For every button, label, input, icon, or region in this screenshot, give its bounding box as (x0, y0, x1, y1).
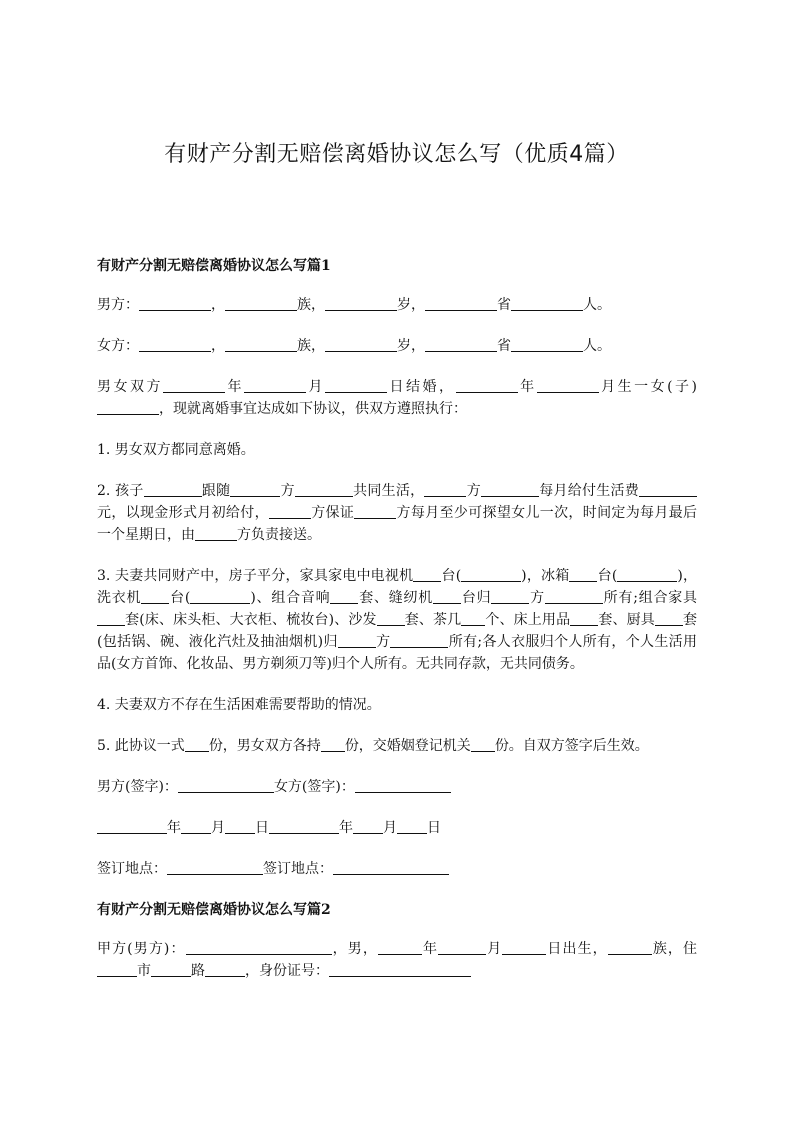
item-1: 1. 男女双方都同意离婚。 (97, 442, 255, 458)
blank-field[interactable] (190, 587, 250, 604)
blank-field[interactable] (329, 960, 471, 977)
page-title: 有财产分割无赔偿离婚协议怎么写（优质4篇） (164, 142, 629, 167)
blank-field[interactable] (491, 587, 529, 604)
item-4: 4. 夫妻双方不存在生活困难需要帮助的情况。 (97, 697, 381, 713)
blank-field[interactable] (139, 294, 211, 311)
blank-field[interactable] (230, 480, 280, 497)
blank-field[interactable] (225, 335, 297, 352)
blank-field[interactable] (244, 376, 306, 393)
blank-field[interactable] (413, 565, 441, 582)
blank-field[interactable] (330, 587, 358, 604)
blank-field[interactable] (181, 817, 211, 834)
section-heading-2: 有财产分割无赔偿离婚协议怎么写篇2 (97, 902, 331, 918)
blank-field[interactable] (321, 735, 345, 752)
blank-field[interactable] (97, 609, 125, 626)
blank-field[interactable] (333, 858, 449, 875)
blank-field[interactable] (377, 609, 405, 626)
blank-field[interactable] (481, 480, 539, 497)
blank-field[interactable] (225, 817, 255, 834)
blank-field[interactable] (511, 335, 583, 352)
blank-field[interactable] (325, 335, 397, 352)
blank-field[interactable] (151, 960, 191, 977)
male-info-line: 男方： ， 族， 岁， 省 人。 (97, 294, 697, 316)
blank-field[interactable] (438, 938, 486, 955)
blank-field[interactable] (139, 335, 211, 352)
blank-field[interactable] (195, 524, 237, 541)
blank-field[interactable] (425, 335, 497, 352)
document-body (97, 255, 697, 1001)
blank-field[interactable] (617, 565, 677, 582)
blank-field[interactable] (355, 776, 451, 793)
blank-field[interactable] (433, 587, 461, 604)
blank-field[interactable] (186, 938, 332, 955)
blank-field[interactable] (456, 376, 518, 393)
blank-field[interactable] (655, 609, 683, 626)
blank-field[interactable] (511, 294, 583, 311)
signature-line: 男方(签字)： 女方(签字)： (97, 776, 697, 798)
blank-field[interactable] (378, 938, 422, 955)
place-line: 签订地点： 签订地点： (97, 858, 697, 880)
blank-field[interactable] (167, 858, 263, 875)
blank-field[interactable] (639, 480, 697, 497)
blank-field[interactable] (425, 294, 497, 311)
blank-field[interactable] (390, 631, 448, 648)
blank-field[interactable] (338, 631, 376, 648)
blank-field[interactable] (295, 480, 353, 497)
blank-field[interactable] (97, 960, 137, 977)
section-heading-1: 有财产分割无赔偿离婚协议怎么写篇1 (97, 258, 331, 274)
blank-field[interactable] (205, 960, 245, 977)
item-3: 3. 夫妻共同财产中，房子平分，家具家电中电视机 台( )，冰箱 台( )，洗衣机 台( )、组合音响 套、缝纫机 台归 方 所有;组合家具套(床、床头柜、大衣柜、梳妆台)、沙发 套、茶几 个、床上用品 套、厨具 套(包括锅、碗、液化汽灶及抽油烟机)归 方 所有;各人衣服归个人所有，个人生活用品(女方首饰、化妆品、男方剃须刀等)归个人所有。无共同存款，无共同债务。 (97, 565, 697, 675)
blank-field[interactable] (397, 817, 427, 834)
blank-field[interactable] (471, 735, 495, 752)
blank-field[interactable] (185, 735, 209, 752)
blank-field[interactable] (178, 776, 274, 793)
item-2: 2. 孩子 跟随 方 共同生活， 方 每月给付生活费元，以现金形式月初给付， 方保证 方每月至少可探望女儿一次，时间定为每月最后一个星期日，由 方负责接送。 (97, 480, 697, 546)
blank-field[interactable] (461, 565, 521, 582)
blank-field[interactable] (97, 398, 159, 415)
blank-field[interactable] (141, 587, 169, 604)
blank-field[interactable] (569, 565, 597, 582)
blank-field[interactable] (608, 938, 652, 955)
blank-field[interactable] (502, 938, 546, 955)
item-5: 5. 此协议一式 份，男女双方各持 份，交婚姻登记机关 份。自双方签字后生效。 (97, 735, 697, 757)
blank-field[interactable] (325, 294, 397, 311)
blank-field[interactable] (461, 609, 485, 626)
blank-field[interactable] (354, 502, 396, 519)
blank-field[interactable] (269, 502, 311, 519)
blank-field[interactable] (353, 817, 383, 834)
blank-field[interactable] (545, 587, 603, 604)
blank-field[interactable] (225, 294, 297, 311)
date-line: 年 月 日 年 月 日 (97, 817, 697, 839)
marriage-paragraph: 男女双方 年 月 日结婚， 年 月生一女(子)，现就离婚事宜达成如下协议，供双方遵照执行： (97, 376, 697, 420)
blank-field[interactable] (325, 376, 387, 393)
blank-field[interactable] (163, 376, 225, 393)
blank-field[interactable] (570, 609, 598, 626)
blank-field[interactable] (424, 480, 466, 497)
party-a-paragraph: 甲方(男方)： ，男， 年 月 日出生， 族，住市 路 ，身份证号： (97, 938, 697, 982)
blank-field[interactable] (537, 376, 599, 393)
female-info-line: 女方： ， 族， 岁， 省 人。 (97, 335, 697, 357)
blank-field[interactable] (144, 480, 202, 497)
blank-field[interactable] (269, 817, 339, 834)
blank-field[interactable] (97, 817, 167, 834)
